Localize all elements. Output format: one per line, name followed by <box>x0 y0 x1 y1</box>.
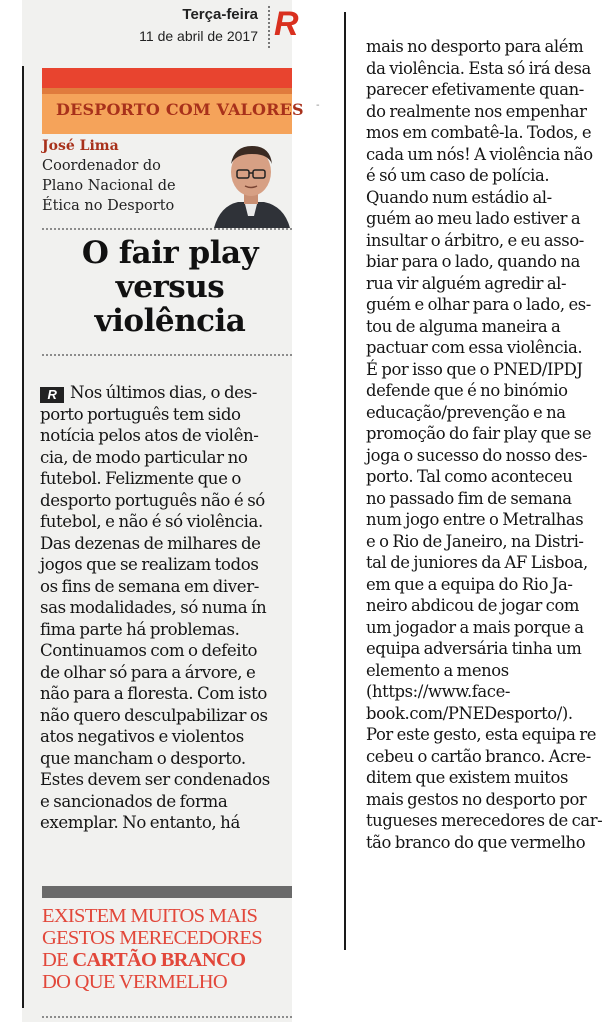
left-clipping <box>22 0 304 1022</box>
section-top-band <box>42 68 292 88</box>
r-logo-icon: R <box>40 387 64 403</box>
right-border-rule <box>344 12 346 950</box>
author-role: Coordenador do Plano Nacional de Ética no Desporto <box>42 158 176 214</box>
pull-quote <box>42 905 300 993</box>
paper-speck: - <box>316 100 320 111</box>
author-portrait <box>210 138 292 228</box>
bottom-dotted-rule <box>42 1016 292 1018</box>
right-clipping <box>344 12 616 962</box>
title-top-dotted-rule <box>42 228 292 230</box>
author-name: José Lima <box>42 138 119 154</box>
article-body-right: mais no desporto para além da violência. Esta só irá desa parecer efetivamente quan- do realmente nos empenhar mos em combatê-la. Todos, e cada um nós! A violência não é só um caso de polícia. Quando num estádio al- guém ao meu lado estiver a insultar o árbitro, e eu asso- biar para o lado, quando na rua vir alguém agredir al- guém e olhar para o lado, es- tou de alguma maneira a pactuar com essa violência. É por isso que o PNED/IPDJ defende que é no binómio educação/prevenção e na promoção do fair play que se joga o sucesso do nosso des- porto. Tal como aconteceu no passado fim de semana num jogo entre o Metralhas e o Rio de Janeiro, na Distri- tal de juniores da AF Lisboa, em que a equipa do Rio Ja- neiro abdicou de jogar com um jogador a mais porque a equipa adversária tinha um elemento a menos (https://www.face- book.com/PNEDesporto/). Por este gesto, esta equipa re cebeu o cartão branco. Acre- ditem que existem muitos mais gestos no desporto por tugueses merecedores de car- tão branco do que vermelho <box>366 37 603 852</box>
pull-quote-bold: CARTÃO BRANCO <box>72 949 246 971</box>
date-label: 11 de abril de 2017 <box>139 28 258 44</box>
section-label: DESPORTO COM VALORES <box>56 100 304 119</box>
author-photo-image <box>210 138 292 228</box>
header-dotted-separator <box>268 6 270 48</box>
article-body-left-text: Nos últimos dias, o des- porto português tem sido notícia pelos atos de violên- cia, de modo particular no futebol. Felizmente que o desporto português não é só futebol, e não é só violência. Das dezenas de milhares de jogos que se realizam todos os fins de semana em diver- sas modalidades, só numa ín fima parte há problemas. Continuamos com o defeito de olhar só para a árvore, e não para a floresta. Com isto não quero desculpabilizar os atos negativos e violentos que mancham o desporto. Estes devem ser condenados e sancionados de forma exemplar. No entanto, há <box>40 383 270 832</box>
weekday-label: Terça-feira <box>182 6 258 23</box>
article-title: O fair play versus violência <box>81 235 259 339</box>
left-border-rule <box>22 66 24 1008</box>
pull-quote-part2: DO QUE VERMELHO <box>42 971 228 993</box>
pull-quote-bar <box>42 886 292 898</box>
pull-quote-part1: EXISTEM MUITOS MAIS GESTOS MERECEDORES DE <box>42 905 262 971</box>
article-body-left <box>40 382 292 834</box>
newspaper-logo: R <box>274 5 299 43</box>
section-band-shade <box>42 88 292 94</box>
title-bottom-dotted-rule <box>42 354 292 356</box>
